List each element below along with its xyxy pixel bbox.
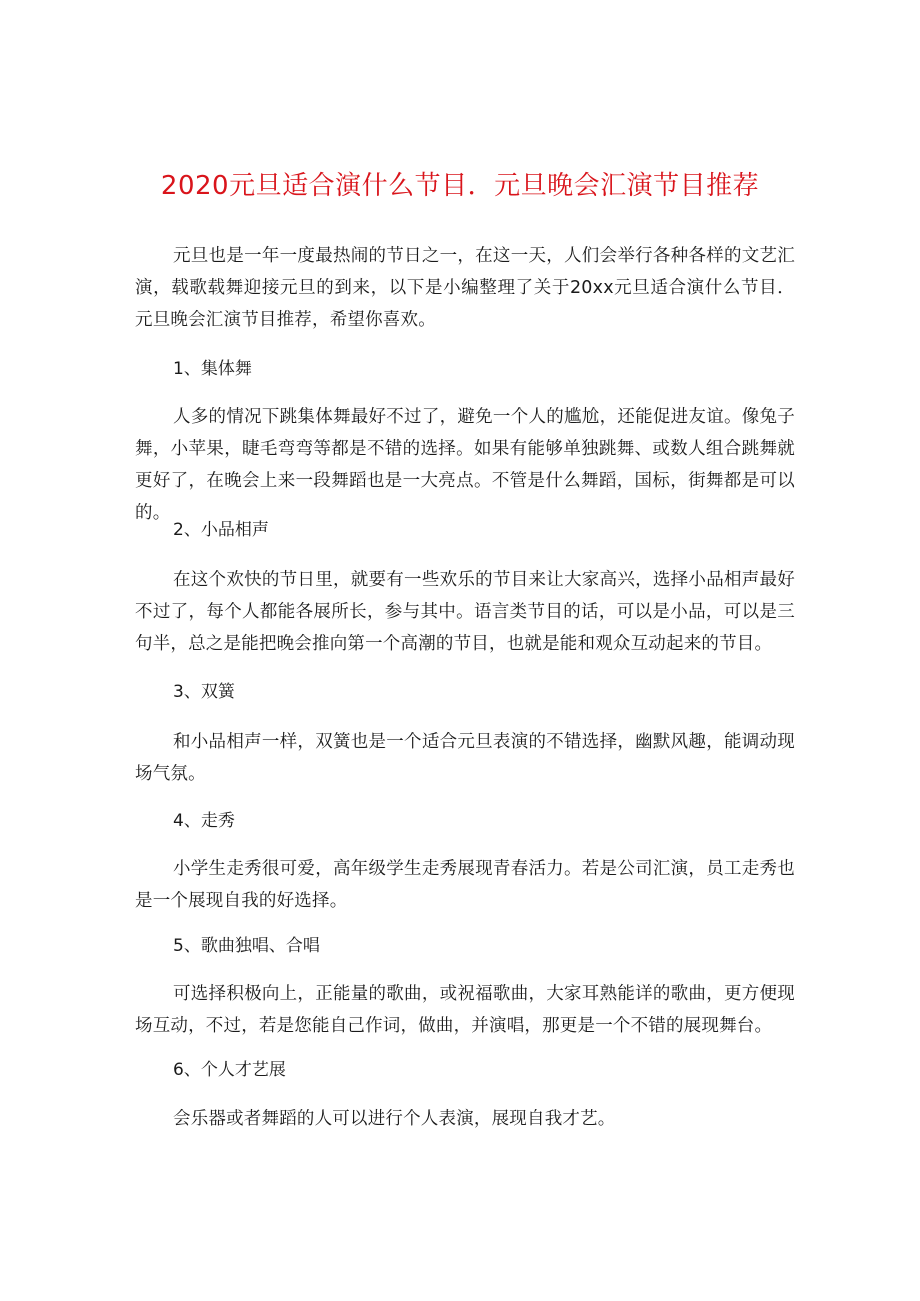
section-body-1: 人多的情况下跳集体舞最好不过了，避免一个人的尴尬，还能促进友谊。像兔子舞，小苹果，睫毛弯弯等都是不错的选择。如果有能够单独跳舞、或数人组合跳舞就更好了，在晚会上来一段舞蹈也是一大亮点。不管是什么舞蹈，国标，街舞都是可以的。 (135, 407, 795, 523)
section-heading-3: 3、双簧 (173, 682, 235, 702)
section-body-4: 小学生走秀很可爱，高年级学生走秀展现青春活力。若是公司汇演，员工走秀也是一个展现自我的好选择。 (135, 859, 795, 911)
section-heading-1: 1、集体舞 (173, 359, 252, 379)
section-heading-2: 2、小品相声 (173, 520, 269, 540)
section-body-2: 在这个欢快的节日里，就要有一些欢乐的节目来让大家高兴，选择小品相声最好不过了，每个人都能各展所长，参与其中。语言类节目的话，可以是小品，可以是三句半，总之是能把晚会推向第一个高潮的节目，也就是能和观众互动起来的节目。 (135, 570, 795, 654)
intro-paragraph: 元旦也是一年一度最热闹的节日之一，在这一天，人们会举行各种各样的文艺汇演，载歌载舞迎接元旦的到来，以下是小编整理了关于20xx元旦适合演什么节目．元旦晚会汇演节目推荐，希望你喜欢。 (135, 246, 795, 330)
section-body-6: 会乐器或者舞蹈的人可以进行个人表演，展现自我才艺。 (173, 1109, 616, 1129)
section-heading-4: 4、走秀 (173, 811, 235, 831)
page-title: 2020元旦适合演什么节目．元旦晚会汇演节目推荐 (160, 171, 760, 201)
section-body-5: 可选择积极向上，正能量的歌曲，或祝福歌曲，大家耳熟能详的歌曲，更方便现场互动，不过，若是您能自己作词，做曲，并演唱，那更是一个不错的展现舞台。 (135, 984, 795, 1036)
section-heading-6: 6、个人才艺展 (173, 1060, 286, 1080)
section-heading-5: 5、歌曲独唱、合唱 (173, 936, 320, 956)
section-body-3: 和小品相声一样，双簧也是一个适合元旦表演的不错选择，幽默风趣，能调动现场气氛。 (135, 732, 795, 784)
